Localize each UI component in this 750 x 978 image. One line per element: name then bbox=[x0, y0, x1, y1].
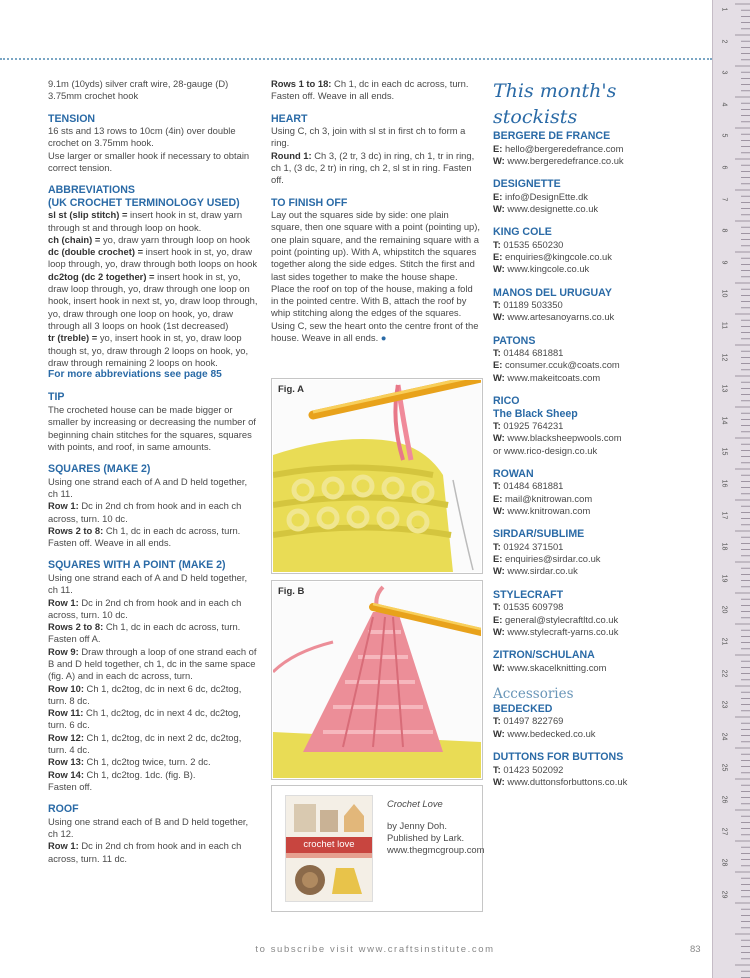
accessories-heading: Accessories bbox=[493, 685, 574, 702]
roof-heading: ROOF bbox=[48, 803, 79, 816]
squares-point-row-text: Ch 1, dc2tog, dc in next 4 dc, dc2tog, turn. 6 dc. bbox=[48, 707, 241, 731]
squares-intro: Using one strand each of A and D held together, ch 11. bbox=[48, 475, 248, 499]
column-middle bbox=[271, 78, 482, 344]
contact-type-label: T: bbox=[493, 347, 501, 359]
stockist-contact-line[interactable] bbox=[493, 251, 703, 263]
contact-type-label: W: bbox=[493, 625, 505, 637]
ruler-ticks bbox=[713, 0, 750, 978]
stockist-contact-line[interactable] bbox=[493, 715, 703, 727]
end-dot-icon: ● bbox=[380, 332, 387, 344]
squares-point-row-label: Row 10: bbox=[48, 682, 84, 694]
abbreviation-item bbox=[48, 209, 258, 234]
heart-row-text: Ch 3, (2 tr, 3 dc) in ring, ch 1, tr in ring, ch 1, (3 dc, 2 tr) in ring, ch 2, sl st in ring. Fasten off. bbox=[271, 149, 475, 186]
ruler-number: 23 bbox=[720, 700, 728, 709]
stockists-column bbox=[493, 78, 703, 799]
heart-row bbox=[271, 150, 482, 187]
ruler-number: 1 bbox=[720, 7, 728, 12]
contact-type-label: E: bbox=[493, 250, 503, 262]
ruler-number: 19 bbox=[720, 574, 728, 583]
stockist-list bbox=[493, 130, 703, 674]
book-cover-art-top bbox=[286, 796, 372, 836]
stockist-name: DUTTONS FOR BUTTONS bbox=[493, 751, 624, 764]
squares-point-row bbox=[48, 597, 258, 622]
page-number: 83 bbox=[690, 944, 701, 955]
stockist-name: BERGERE DE FRANCE bbox=[493, 130, 611, 142]
contact-type-label: W: bbox=[493, 154, 505, 166]
stockist-contact-line[interactable] bbox=[493, 565, 703, 577]
abbreviation-definition: insert hook in st, draw yarn through st and through loop on hook. bbox=[48, 209, 243, 233]
squares-point-row-label: Rows 2 to 8: bbox=[48, 621, 104, 633]
contact-type-label: W: bbox=[493, 371, 505, 383]
contact-value[interactable]: 01925 764231 bbox=[500, 420, 564, 432]
contact-type-label: T: bbox=[493, 540, 501, 552]
abbreviation-term: dc (double crochet) = bbox=[48, 246, 144, 258]
ruler-number: 3 bbox=[720, 70, 728, 75]
roof-row-label: Row 1: bbox=[48, 840, 79, 852]
stockist-entry bbox=[493, 468, 703, 517]
ruler-number: 22 bbox=[720, 669, 728, 677]
stockist-subname: The Black Sheep bbox=[493, 407, 578, 420]
book-title: Crochet Love bbox=[387, 798, 443, 809]
tension-heading: TENSION bbox=[48, 112, 96, 125]
heart-heading: HEART bbox=[271, 112, 308, 125]
stockist-contact-line[interactable] bbox=[493, 432, 703, 444]
stockist-contact-line[interactable] bbox=[493, 728, 703, 740]
ruler-number: 8 bbox=[720, 228, 728, 233]
squares-point-row bbox=[48, 769, 258, 781]
stockist-contact-line[interactable] bbox=[493, 601, 703, 613]
stockist-entry bbox=[493, 528, 703, 577]
stockist-contact-line[interactable] bbox=[493, 155, 703, 167]
squares-point-row bbox=[48, 756, 258, 768]
contact-value[interactable]: www.blacksheepwools.com bbox=[504, 432, 622, 444]
contact-value[interactable]: hello@bergeredefrance.com bbox=[502, 142, 624, 154]
contact-type-label: E: bbox=[493, 553, 503, 565]
abbreviations-list bbox=[48, 209, 258, 369]
roof-row-text: Dc in 2nd ch from hook and in each ch across, turn. 11 dc. bbox=[48, 840, 242, 864]
column-left bbox=[48, 78, 258, 865]
ruler-number: 28 bbox=[720, 858, 728, 867]
contact-value[interactable]: www.bergeredefrance.co.uk bbox=[504, 154, 624, 166]
stockist-entry bbox=[493, 178, 703, 215]
ruler-number: 15 bbox=[720, 447, 728, 456]
squares-row-label: Rows 2 to 8: bbox=[48, 524, 104, 536]
accessory-list bbox=[493, 703, 703, 788]
contact-type-label: E: bbox=[493, 142, 503, 154]
squares-point-row bbox=[48, 683, 258, 708]
ruler-number: 18 bbox=[720, 542, 728, 551]
figure-b-photo bbox=[273, 582, 481, 778]
squares-point-row-text: Ch 1, dc2tog, dc in next 2 dc, dc2tog, turn. 4 dc. bbox=[48, 731, 242, 756]
contact-value[interactable]: 01924 371501 bbox=[500, 540, 564, 552]
contact-type-label: W: bbox=[493, 432, 505, 444]
book-cover-art-bottom bbox=[286, 858, 372, 900]
stockist-contact-line[interactable] bbox=[493, 263, 703, 275]
stockist-entry bbox=[493, 751, 703, 788]
squares-point-heading: SQUARES WITH A POINT (MAKE 2) bbox=[48, 559, 226, 572]
contact-value[interactable]: 01535 650230 bbox=[500, 238, 564, 250]
roof-rows bbox=[48, 840, 258, 865]
ruler-number: 10 bbox=[720, 289, 728, 298]
ruler-number: 25 bbox=[720, 763, 728, 772]
squares-point-end: Fasten off. bbox=[48, 780, 93, 792]
ruler-number: 20 bbox=[720, 605, 728, 614]
contact-value[interactable]: www.sirdar.co.uk bbox=[504, 565, 578, 577]
more-abbreviations-link[interactable]: For more abbreviations see page 85 bbox=[48, 369, 222, 381]
contact-type-label: W: bbox=[493, 263, 505, 275]
stockist-contact-line[interactable] bbox=[493, 347, 703, 359]
finish-text-body: Lay out the squares side by side: one plain square, then one square with a point (pointing up), one plain square, and the remaining square with a point (pointing up). With A, whipstitch the squares together along the side edges. Stitch the first and last sides together to make the house shape. Place the roof on top of the house, making a fold in the pointed centre. With B, attach the roof by whip stitching along the edges of the squares. Using C, sew the heart onto the centre front of the house. Weave in all ends. bbox=[271, 209, 480, 344]
stockist-name: KING COLE bbox=[493, 226, 552, 239]
ruler-number: 12 bbox=[720, 353, 728, 361]
heart-rows bbox=[271, 150, 482, 187]
book-details: by Jenny Doh. Published by Lark. www.thegmcgroup.com bbox=[387, 819, 485, 856]
abbreviation-item bbox=[48, 246, 258, 271]
squares-point-row-label: Row 13: bbox=[48, 756, 84, 768]
ruler-number: 29 bbox=[720, 890, 728, 899]
squares-point-row-text: Ch 1, dc2tog. 1dc. (fig. B). bbox=[83, 768, 196, 780]
contact-value[interactable]: www.artesanoyarns.co.uk bbox=[504, 311, 615, 323]
contact-value[interactable]: 01189 503350 bbox=[500, 299, 563, 311]
roof-rows-continued bbox=[271, 78, 482, 103]
abbreviation-definition: insert hook in st, yo, draw loop through, yo, draw through one loop on hook, insert hook in next st, yo, draw loop through, yo, draw through one loop on hook, yo, draw through all 3 loops on hook (1st decreased) bbox=[48, 270, 258, 331]
abbreviation-term: ch (chain) = bbox=[48, 233, 101, 245]
squares-row-text: Dc in 2nd ch from hook and in each ch across, turn. 10 dc. bbox=[48, 500, 242, 524]
squares-point-row-label: Row 11: bbox=[48, 707, 84, 719]
ruler-number: 21 bbox=[720, 637, 728, 646]
contact-type-label: T: bbox=[493, 480, 501, 492]
contact-type-label: E: bbox=[493, 492, 503, 504]
tip-heading: TIP bbox=[48, 391, 65, 404]
contact-type-label: T: bbox=[493, 601, 501, 613]
stockist-contact-line[interactable] bbox=[493, 191, 703, 203]
ruler-number: 5 bbox=[720, 133, 728, 138]
squares-row-label: Row 1: bbox=[48, 500, 79, 512]
contact-value[interactable]: 01497 822769 bbox=[500, 715, 564, 727]
stockist-contact-line[interactable] bbox=[493, 662, 703, 674]
stockist-entry bbox=[493, 130, 703, 167]
roof-row bbox=[48, 840, 258, 865]
stockist-name: ROWAN bbox=[493, 467, 534, 480]
contact-value[interactable]: mail@knitrowan.com bbox=[502, 492, 593, 504]
abbreviation-term: tr (treble) = bbox=[48, 332, 98, 344]
tip-text: The crocheted house can be made bigger or smaller by increasing or decreasing the number of beginning chain stitches for the squares, squares with points, and roof, in same amounts. bbox=[48, 403, 256, 452]
contact-type-label: W: bbox=[493, 565, 505, 577]
stockist-contact-line[interactable] bbox=[493, 299, 703, 311]
stockist-entry bbox=[493, 703, 703, 740]
roof-row-label: Rows 1 to 18: bbox=[271, 78, 332, 89]
contact-value[interactable]: general@stylecraftltd.co.uk bbox=[502, 613, 619, 625]
footer-subscribe[interactable]: to subscribe visit www.craftsinstitute.com bbox=[255, 944, 495, 955]
contact-value[interactable]: www.skacelknitting.com bbox=[504, 661, 607, 673]
stockist-contact-line[interactable] bbox=[493, 505, 703, 517]
finish-heading: TO FINISH OFF bbox=[271, 196, 348, 209]
ruler-number: 2 bbox=[720, 39, 728, 44]
squares-row bbox=[48, 525, 258, 550]
book-promo bbox=[271, 785, 483, 912]
book-cover bbox=[285, 795, 373, 902]
squares-point-row bbox=[48, 646, 258, 683]
figure-a-photo bbox=[273, 380, 481, 572]
abbreviation-term: sl st (slip stitch) = bbox=[48, 209, 128, 221]
squares-point-row-label: Row 9: bbox=[48, 645, 79, 657]
squares-point-row-text: Ch 1, dc2tog, dc in next 6 dc, dc2tog, turn. 8 dc. bbox=[48, 682, 242, 706]
tension-note: Use larger or smaller hook if necessary to obtain correct tension. bbox=[48, 149, 250, 173]
stockist-name: MANOS DEL URUGUAY bbox=[493, 286, 612, 299]
contact-type-label: W: bbox=[493, 661, 505, 673]
stockist-entry bbox=[493, 226, 703, 275]
contact-value[interactable]: 01535 609798 bbox=[500, 601, 564, 613]
stockist-entry bbox=[493, 649, 703, 674]
contact-type-label: W: bbox=[493, 775, 505, 787]
stockist-name: PATONS bbox=[493, 334, 536, 347]
contact-type-label: T: bbox=[493, 763, 501, 775]
stockist-contact-line[interactable] bbox=[493, 493, 703, 505]
contact-value[interactable]: consumer.ccuk@coats.com bbox=[502, 359, 620, 371]
squares-point-row-label: Row 12: bbox=[48, 731, 84, 743]
squares-point-row bbox=[48, 621, 258, 646]
stockist-contact-line[interactable] bbox=[493, 626, 703, 638]
ruler-number: 17 bbox=[720, 511, 728, 519]
squares-point-row-text: Ch 1, dc in each dc across, turn. Fasten off A. bbox=[48, 621, 241, 645]
abbreviation-item bbox=[48, 234, 258, 246]
stockist-name: RICO bbox=[493, 395, 520, 408]
stockist-contact-line[interactable] bbox=[493, 480, 703, 492]
stockist-contact-line[interactable] bbox=[493, 541, 703, 553]
contact-value[interactable]: 01484 681881 bbox=[500, 347, 564, 359]
ruler-number: 24 bbox=[720, 732, 728, 741]
stockist-name: DESIGNETTE bbox=[493, 178, 561, 191]
stockist-entry bbox=[493, 395, 703, 457]
stockist-name: BEDECKED bbox=[493, 702, 553, 715]
contact-type-label: T: bbox=[493, 238, 501, 250]
figure-b bbox=[271, 580, 483, 780]
materials-line-2: 3.75mm crochet hook bbox=[48, 90, 139, 102]
ruler-number: 13 bbox=[720, 384, 728, 393]
stockist-contact-line[interactable] bbox=[493, 203, 703, 215]
contact-type-label: W: bbox=[493, 202, 505, 214]
squares-point-row-label: Row 1: bbox=[48, 596, 79, 608]
stockist-name: ZITRON/SCHULANA bbox=[493, 649, 595, 662]
stockist-name: SIRDAR/SUBLIME bbox=[493, 528, 585, 541]
side-ruler bbox=[712, 0, 750, 978]
ruler-number: 26 bbox=[720, 795, 728, 804]
contact-value[interactable]: www.bedecked.co.uk bbox=[504, 727, 596, 739]
stockist-name: STYLECRAFT bbox=[493, 588, 564, 601]
squares-point-row-text: Ch 1, dc2tog twice, turn. 2 dc. bbox=[83, 756, 211, 768]
ruler-number: 6 bbox=[720, 165, 728, 170]
squares-point-row-text: Dc in 2nd ch from hook and in each ch across, turn. 10 dc. bbox=[48, 596, 242, 620]
stockist-contact-line[interactable] bbox=[493, 776, 703, 788]
stockist-contact-line[interactable] bbox=[493, 143, 703, 155]
contact-type-label: T: bbox=[493, 420, 501, 432]
ruler-number: 14 bbox=[720, 416, 728, 425]
heart-intro: Using C, ch 3, join with sl st in first ch to form a ring. bbox=[271, 125, 466, 149]
heart-row-label: Round 1: bbox=[271, 149, 312, 161]
abbreviation-item bbox=[48, 271, 258, 332]
squares-row-text: Ch 1, dc in each dc across, turn. Fasten off. Weave in all ends. bbox=[48, 524, 241, 549]
top-dotted-divider bbox=[0, 58, 712, 60]
roof-row-text: Ch 1, dc in each dc across, turn. Fasten off. Weave in all ends. bbox=[271, 78, 469, 102]
stockist-contact-line[interactable] bbox=[493, 553, 703, 565]
stockist-contact-line[interactable] bbox=[493, 311, 703, 323]
squares-point-row-label: Row 14: bbox=[48, 768, 84, 780]
contact-type-label: T: bbox=[493, 715, 501, 727]
contact-value[interactable]: www.duttonsforbuttons.co.uk bbox=[504, 775, 628, 787]
abbreviation-definition: insert hook in st, yo, draw loop through, yo, draw through both loops on hook bbox=[48, 246, 258, 270]
squares-point-row-text: Draw through a loop of one strand each of B and D held together, ch 1, dc in the same space (fig. A) and in each dc across, turn. bbox=[48, 645, 257, 682]
stockist-contact-line[interactable] bbox=[493, 614, 703, 626]
squares-point-rows bbox=[48, 597, 258, 781]
contact-value[interactable]: or www.rico-design.co.uk bbox=[493, 444, 598, 456]
contact-value[interactable]: www.designette.co.uk bbox=[504, 202, 599, 214]
figure-a bbox=[271, 378, 483, 574]
figure-b-label: Fig. B bbox=[278, 586, 305, 597]
contact-type-label: W: bbox=[493, 727, 505, 739]
contact-value[interactable]: 01423 502092 bbox=[500, 763, 564, 775]
abbreviations-heading: ABBREVIATIONS bbox=[48, 184, 135, 197]
ruler-number: 11 bbox=[720, 321, 728, 330]
stockist-contact-line[interactable] bbox=[493, 420, 703, 432]
contact-value[interactable]: 01484 681881 bbox=[500, 480, 564, 492]
ruler-number: 7 bbox=[720, 197, 728, 202]
contact-type-label: W: bbox=[493, 505, 505, 517]
abbreviation-definition: yo, insert hook in st, yo, draw loop though st, yo, draw through 2 loops on hook, yo, draw through remaining 2 loops on hook. bbox=[48, 332, 249, 368]
contact-value[interactable]: www.kingcole.co.uk bbox=[504, 263, 590, 275]
abbreviation-definition: yo, draw yarn through loop on hook bbox=[100, 233, 250, 245]
tension-text: 16 sts and 13 rows to 10cm (4in) over double crochet on 3.75mm hook. bbox=[48, 125, 236, 149]
stockist-contact-line[interactable] bbox=[493, 359, 703, 371]
ruler-number: 27 bbox=[720, 827, 728, 835]
contact-type-label: E: bbox=[493, 613, 503, 625]
stockist-entry bbox=[493, 287, 703, 324]
stockists-heading: This month's stockists bbox=[493, 80, 617, 128]
contact-value[interactable]: info@DesignEtte.dk bbox=[502, 190, 588, 202]
squares-rows bbox=[48, 500, 258, 549]
contact-value[interactable]: www.makeitcoats.com bbox=[504, 371, 601, 383]
contact-value[interactable]: enquiries@sirdar.co.uk bbox=[502, 553, 601, 565]
contact-type-label: W: bbox=[493, 311, 505, 323]
squares-row bbox=[48, 500, 258, 525]
stockist-contact-line[interactable] bbox=[493, 372, 703, 384]
squares-point-row bbox=[48, 732, 258, 757]
stockist-contact-line[interactable] bbox=[493, 764, 703, 776]
ruler-number: 4 bbox=[720, 102, 728, 107]
roof-intro: Using one strand each of B and D held together, ch 12. bbox=[48, 815, 249, 840]
squares-point-row bbox=[48, 707, 258, 732]
contact-type-label: E: bbox=[493, 359, 503, 371]
stockist-entry bbox=[493, 589, 703, 638]
contact-type-label: E: bbox=[493, 190, 503, 202]
squares-heading: SQUARES (MAKE 2) bbox=[48, 463, 151, 476]
book-text bbox=[387, 798, 485, 866]
abbreviation-item bbox=[48, 332, 258, 369]
stockist-contact-line[interactable] bbox=[493, 445, 703, 457]
abbreviations-subheading: (UK CROCHET TERMINOLOGY USED) bbox=[48, 196, 240, 209]
finish-text bbox=[271, 209, 482, 344]
stockist-contact-line[interactable] bbox=[493, 239, 703, 251]
contact-value[interactable]: www.stylecraft-yarns.co.uk bbox=[504, 625, 619, 637]
ruler-number: 16 bbox=[720, 479, 728, 488]
contact-value[interactable]: enquiries@kingcole.co.uk bbox=[502, 250, 612, 262]
contact-value[interactable]: www.knitrowan.com bbox=[504, 505, 591, 517]
figure-a-label: Fig. A bbox=[278, 384, 305, 395]
contact-type-label: T: bbox=[493, 299, 501, 311]
abbreviation-term: dc2tog (dc 2 together) = bbox=[48, 270, 155, 282]
book-cover-title: crochet love bbox=[286, 837, 372, 853]
squares-point-intro: Using one strand each of A and D held together, ch 11. bbox=[48, 571, 248, 596]
ruler-number: 9 bbox=[720, 260, 728, 265]
materials-line-1: 9.1m (10yds) silver craft wire, 28-gauge (D) bbox=[48, 78, 229, 89]
stockist-entry bbox=[493, 335, 703, 384]
roof-row bbox=[271, 78, 482, 103]
